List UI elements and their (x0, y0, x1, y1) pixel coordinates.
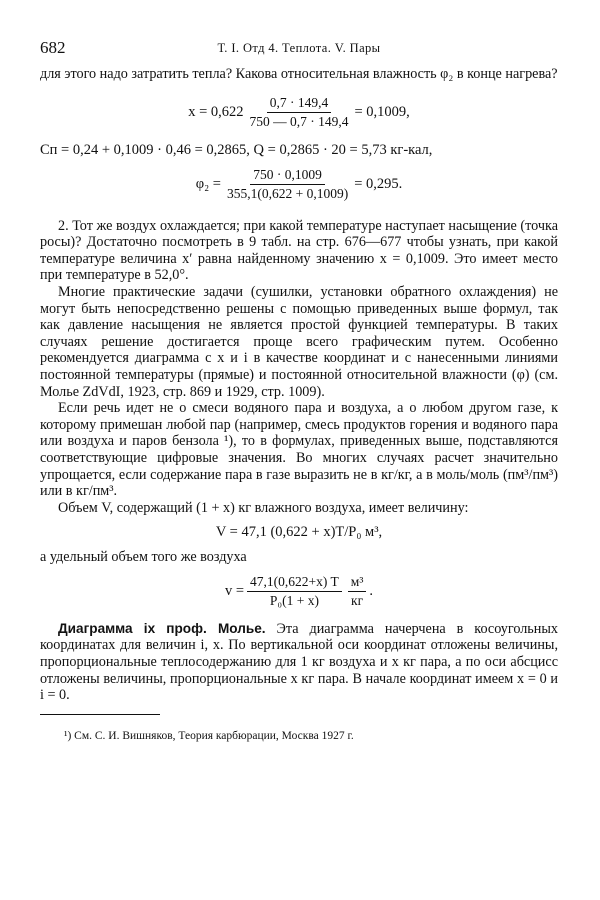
paragraph-3: Многие практические задачи (сушилки, установки обратного охлаждения) не могут быть непосредственно решены с помощью приведенных выше формул, так как давление насыщения не является простой функцией температуры. В таких случаях решение достигается проще всего графическим путем. Особенно рекомендуется диаграмма с x и i в качестве координат и с нанесенными линиями постоянной температуры (прямые) и постоянной относительной влажности (φ) (см. Молье ZdVdI, 1923, стр. 869 и 1929, стр. 1009). (40, 283, 558, 400)
footnote-divider (40, 714, 160, 715)
page-header (40, 38, 558, 66)
formula-x-lhs: x = 0,622 (188, 103, 244, 120)
paragraph-7-body: Эта диаграмма начерчена в косоугольных координатах для величин i, x. По вертикальной оси координат отложены величины, пропорциональные теплосодержанию для 1 кг воздуха и x кг пара, а по оси абсцисс отложены величины, пропорциональные x кг пара. В начале координат имеем x = 0 и i = 0. (40, 620, 558, 704)
formula-phi2-lhs: φ₂ = (195, 175, 221, 192)
formula-x-denominator: 750 — 0,7 · 149,4 (249, 113, 349, 129)
formula-phi2 (40, 167, 558, 202)
formula-phi2-fraction (224, 167, 351, 202)
formula-phi2-numerator: 750 · 0,1009 (250, 167, 325, 185)
section-heading: Диаграмма ix проф. Молье. (58, 620, 266, 636)
formula-sv-numerator: 47,1(0,622+x) T (247, 574, 342, 592)
paragraph-5: Объем V, содержащий (1 + x) кг влажного воздуха, имеет величину: (58, 499, 469, 516)
formula-phi2-rhs: = 0,295. (354, 175, 403, 192)
running-head: Т. I. Отд 4. Теплота. V. Пары (217, 41, 381, 55)
formula-sv-end: . (369, 582, 373, 599)
formula-sv-unit-denominator: кг (351, 592, 364, 608)
formula-sv-denominator: P₀(1 + x) (269, 592, 319, 608)
formula-sv-fraction (247, 574, 342, 609)
formula-volume-text: V = 47,1 (0,622 + x)T/P₀ м³, (215, 524, 383, 541)
formula-x-numerator: 0,7 · 149,4 (267, 95, 332, 113)
formula-sv-unit (348, 574, 367, 609)
formula-sv-lhs: v = (224, 582, 245, 599)
formula-x (40, 95, 558, 130)
footnote: ¹) См. С. И. Вишняков, Теория карбюрации, Москва 1927 г. (64, 729, 354, 742)
formula-sv-unit-numerator: м³ (348, 574, 367, 592)
formula-volume (40, 524, 558, 541)
page (40, 38, 558, 743)
page-number: 682 (40, 38, 66, 57)
formula-x-rhs: = 0,1009, (354, 103, 410, 120)
paragraph-4: Если речь идет не о смеси водяного пара и воздуха, а о любом другом газе, к которому примешан любой пар (например, смесь продуктов горения и водяного пара или воздуха и паров бензола ¹), то в формулах, приведенных выше, подставляются соответствующие цифровые значения. Во многих случаях расчет значительно упрощается, если содержание пара в газе выразить не в кг/кг, а в моль/моль (пм³/пм³) или в кг/пм³. (40, 400, 558, 500)
formula-phi2-denominator: 355,1(0,622 + 0,1009) (226, 185, 349, 201)
paragraph-7 (40, 621, 558, 704)
formula-x-fraction (247, 95, 352, 130)
paragraph-6: а удельный объем того же воздуха (40, 549, 247, 566)
paragraph-1: для этого надо затратить тепла? Какова относительная влажность φ₂ в конце нагрева? (40, 66, 558, 82)
formula-cp-q-text: Cп = 0,24 + 0,1009 · 0,46 = 0,2865, Q = 0,2865 · 20 = 5,73 кг-кал, (40, 141, 433, 158)
paragraph-2: 2. Тот же воздух охлаждается; при какой температуре наступает насыщение (точка росы)? Достаточно посмотреть в 9 табл. на стр. 676—677 чтобы узнать, при какой температуре величина x′ равна найденному значению x = 0,1009. Это имеет место при температуре в 52,0°. (40, 217, 558, 284)
formula-specific-volume (40, 574, 558, 609)
formula-cp-q (40, 142, 558, 159)
